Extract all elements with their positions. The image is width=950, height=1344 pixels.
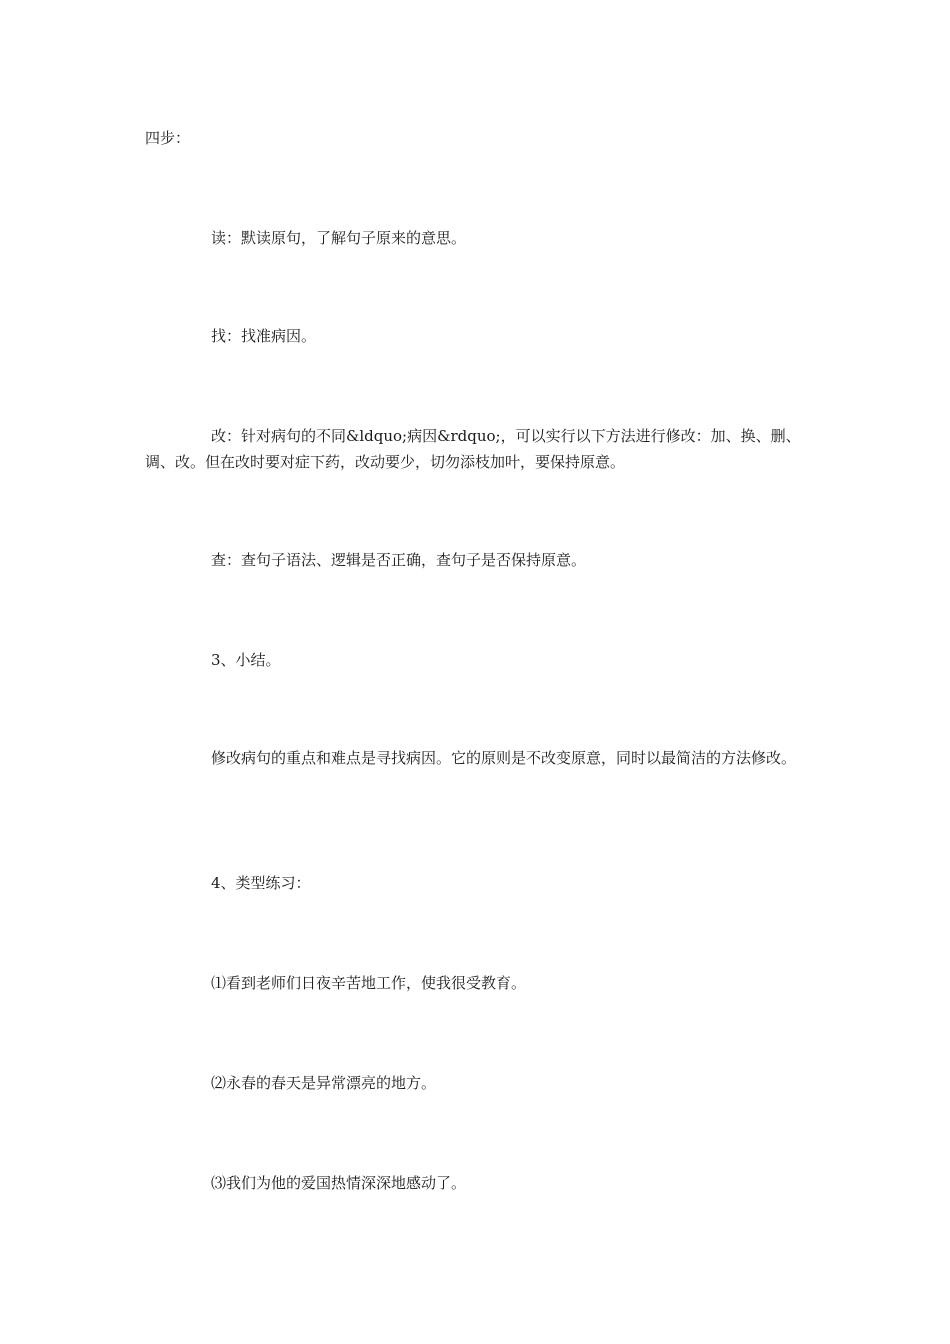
- practice-item-3: ⑶我们为他的爱国热情深深地感动了。: [211, 1174, 467, 1192]
- summary-paragraph: 修改病句的重点和难点是寻找病因。它的原则是不改变原意，同时以最简洁的方法修改。: [211, 749, 797, 767]
- practice-heading: 4、类型练习：: [211, 874, 311, 892]
- step-check-paragraph: 查：查句子语法、逻辑是否正确，查句子是否保持原意。: [211, 551, 587, 569]
- step-find-paragraph: 找：找准病因。: [211, 327, 317, 345]
- step-revise-paragraph: 改：针对病句的不同&ldquo;病因&rdquo;，可以实行以下方法进行修改：加、换、删、调、改。但在改时要对症下药，改动要少，切勿添枝加叶，要保持原意。: [145, 427, 801, 471]
- practice-item-2: ⑵永春的春天是异常漂亮的地方。: [211, 1074, 437, 1092]
- practice-item-1: ⑴看到老师们日夜辛苦地工作，使我很受教育。: [211, 974, 527, 992]
- summary-heading: 3、小结。: [211, 651, 281, 669]
- step-read-paragraph: 读：默读原句，了解句子原来的意思。: [211, 229, 467, 247]
- section-heading-four-steps: 四步：: [145, 129, 191, 147]
